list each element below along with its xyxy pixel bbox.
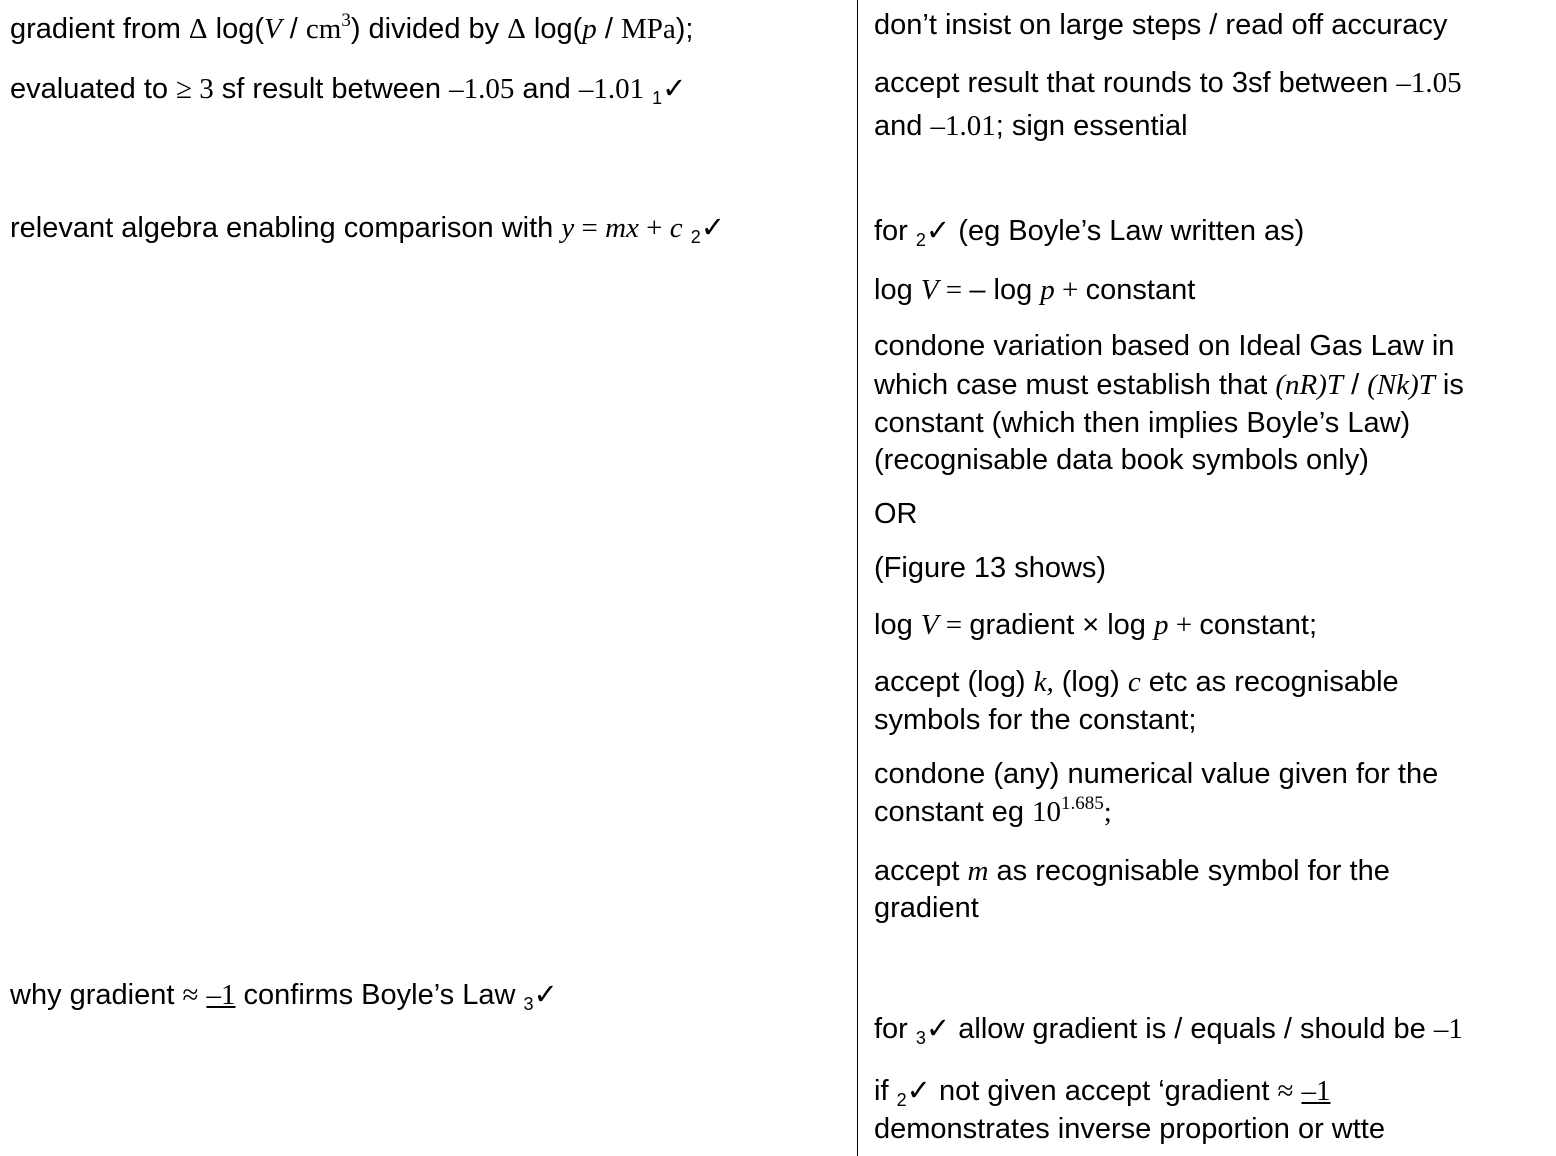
unit-cm: cm [305,13,342,45]
guidance-line: demonstrates inverse proportion or wtte [874,1113,1385,1145]
text: / [281,13,306,45]
tick-icon: ✓ [906,1075,931,1107]
guidance-line: symbols for the constant; [874,704,1197,736]
math: + [1168,609,1200,641]
guidance-line: condone variation based on Ideal Gas Law in [874,330,1455,362]
value: –1 [1433,1013,1463,1045]
value: –1.01 [930,110,996,142]
guidance-line: don’t insist on large steps / read off accuracy [874,9,1448,41]
guidance-line [874,663,1399,701]
text: not given accept ‘gradient [930,1075,1278,1107]
text: ; sign essential [995,110,1188,142]
volume-symbol: V [264,13,282,45]
text: / [1343,369,1368,401]
text: sf result between [213,73,450,105]
tick-icon: ✓ [925,1013,951,1045]
math: + [638,212,670,244]
text: constant eg [874,796,1032,828]
guidance-line [874,606,1317,644]
delta-symbol: Δ [507,13,526,45]
text: ; [1103,796,1112,828]
math: y [561,212,575,244]
guidance-line [874,852,1390,890]
value: –1 [206,979,236,1011]
text: and [874,110,931,142]
text: as recognisable symbol for the [988,855,1390,887]
text: which case must establish that [874,369,1276,401]
guidance-line: (recognisable data book symbols only) [874,444,1369,476]
superscript: 3 [341,10,351,31]
guidance-line [874,1072,1331,1110]
text: (eg Boyle’s Law written as) [950,215,1305,247]
guidance-line: (Figure 13 shows) [874,552,1107,584]
text: accept [874,855,968,887]
mark-number: 3 [915,1028,926,1048]
text: relevant algebra enabling comparison with [10,212,562,244]
text: log( [525,13,583,45]
text: log [874,274,921,306]
guidance-line [874,271,1195,309]
text: accept result that rounds to 3sf between [874,67,1397,99]
guidance-line: constant (which then implies Boyle’s Law) [874,407,1411,439]
column-divider [857,0,858,1156]
math: p [1040,274,1055,306]
math: c [669,212,683,244]
math: (Nk)T [1367,369,1435,401]
times-symbol: × [1082,609,1100,641]
math: mx [605,212,639,244]
text: ); [675,13,694,45]
math: + [1054,274,1086,306]
math: (nR)T [1275,369,1344,401]
guidance-line [874,366,1464,404]
math: V [920,274,939,306]
guidance-line: OR [874,498,918,530]
value: –1.05 [1396,67,1462,99]
tick-icon: ✓ [533,979,558,1011]
value: –1 [1301,1075,1331,1107]
text: etc as recognisable [1140,666,1399,698]
value-upper: –1.01 [578,73,645,105]
text: gradient [969,609,1083,641]
text: accept (log) [874,666,1034,698]
approx-symbol: ≈ [182,979,199,1011]
value-lower: –1.05 [449,73,515,105]
guidance-line [874,212,1304,250]
text: constant; [1199,609,1318,641]
pressure-symbol: p [582,13,597,45]
text: log [1099,609,1154,641]
math: ≥ 3 [176,73,214,105]
math: 10 [1032,796,1061,828]
text: gradient from [10,13,189,45]
guidance-line: gradient [874,892,979,924]
math: k, [1033,666,1054,698]
math: m [967,855,989,887]
criterion-why [10,976,558,1014]
text: why gradient [10,979,183,1011]
text: – log [969,274,1041,306]
text: allow gradient is / equals / should be [950,1013,1434,1045]
math: p [1153,609,1169,641]
approx-symbol: ≈ [1277,1075,1294,1107]
math: V [920,609,939,641]
criterion-gradient [10,10,693,48]
text: for [874,1013,916,1045]
text: and [514,73,579,105]
text: for [874,215,916,247]
text: log [874,609,921,641]
text: confirms Boyle’s Law [235,979,516,1011]
mark-number: 1 [652,88,663,108]
math: = [938,274,970,306]
guidance-line [874,793,1112,831]
criterion-algebra [10,209,725,247]
superscript: 1.685 [1061,793,1104,814]
tick-icon: ✓ [662,73,687,105]
text: ) divided by [350,13,508,45]
text: / [596,13,621,45]
math: = [938,609,970,641]
guidance-line [874,64,1462,102]
tick-icon: ✓ [925,215,951,247]
guidance-line [874,107,1188,145]
guidance-line [874,1010,1463,1048]
mark-number: 2 [915,230,926,250]
text [1293,1075,1301,1107]
criterion-evaluated [10,70,686,108]
mark-number: 3 [523,994,534,1014]
text: (log) [1053,666,1128,698]
delta-symbol: Δ [188,13,208,45]
text: log( [207,13,264,45]
guidance-line: condone (any) numerical value given for the [874,758,1439,790]
text: is [1434,369,1464,401]
unit-mpa: MPa [620,13,676,45]
mark-number: 2 [690,227,701,247]
mark-number: 2 [896,1090,907,1110]
text: constant [1085,274,1196,306]
math: c [1127,666,1141,698]
math: = [574,212,606,244]
tick-icon: ✓ [700,212,726,244]
text: if [874,1075,897,1107]
text: evaluated to [10,73,177,105]
